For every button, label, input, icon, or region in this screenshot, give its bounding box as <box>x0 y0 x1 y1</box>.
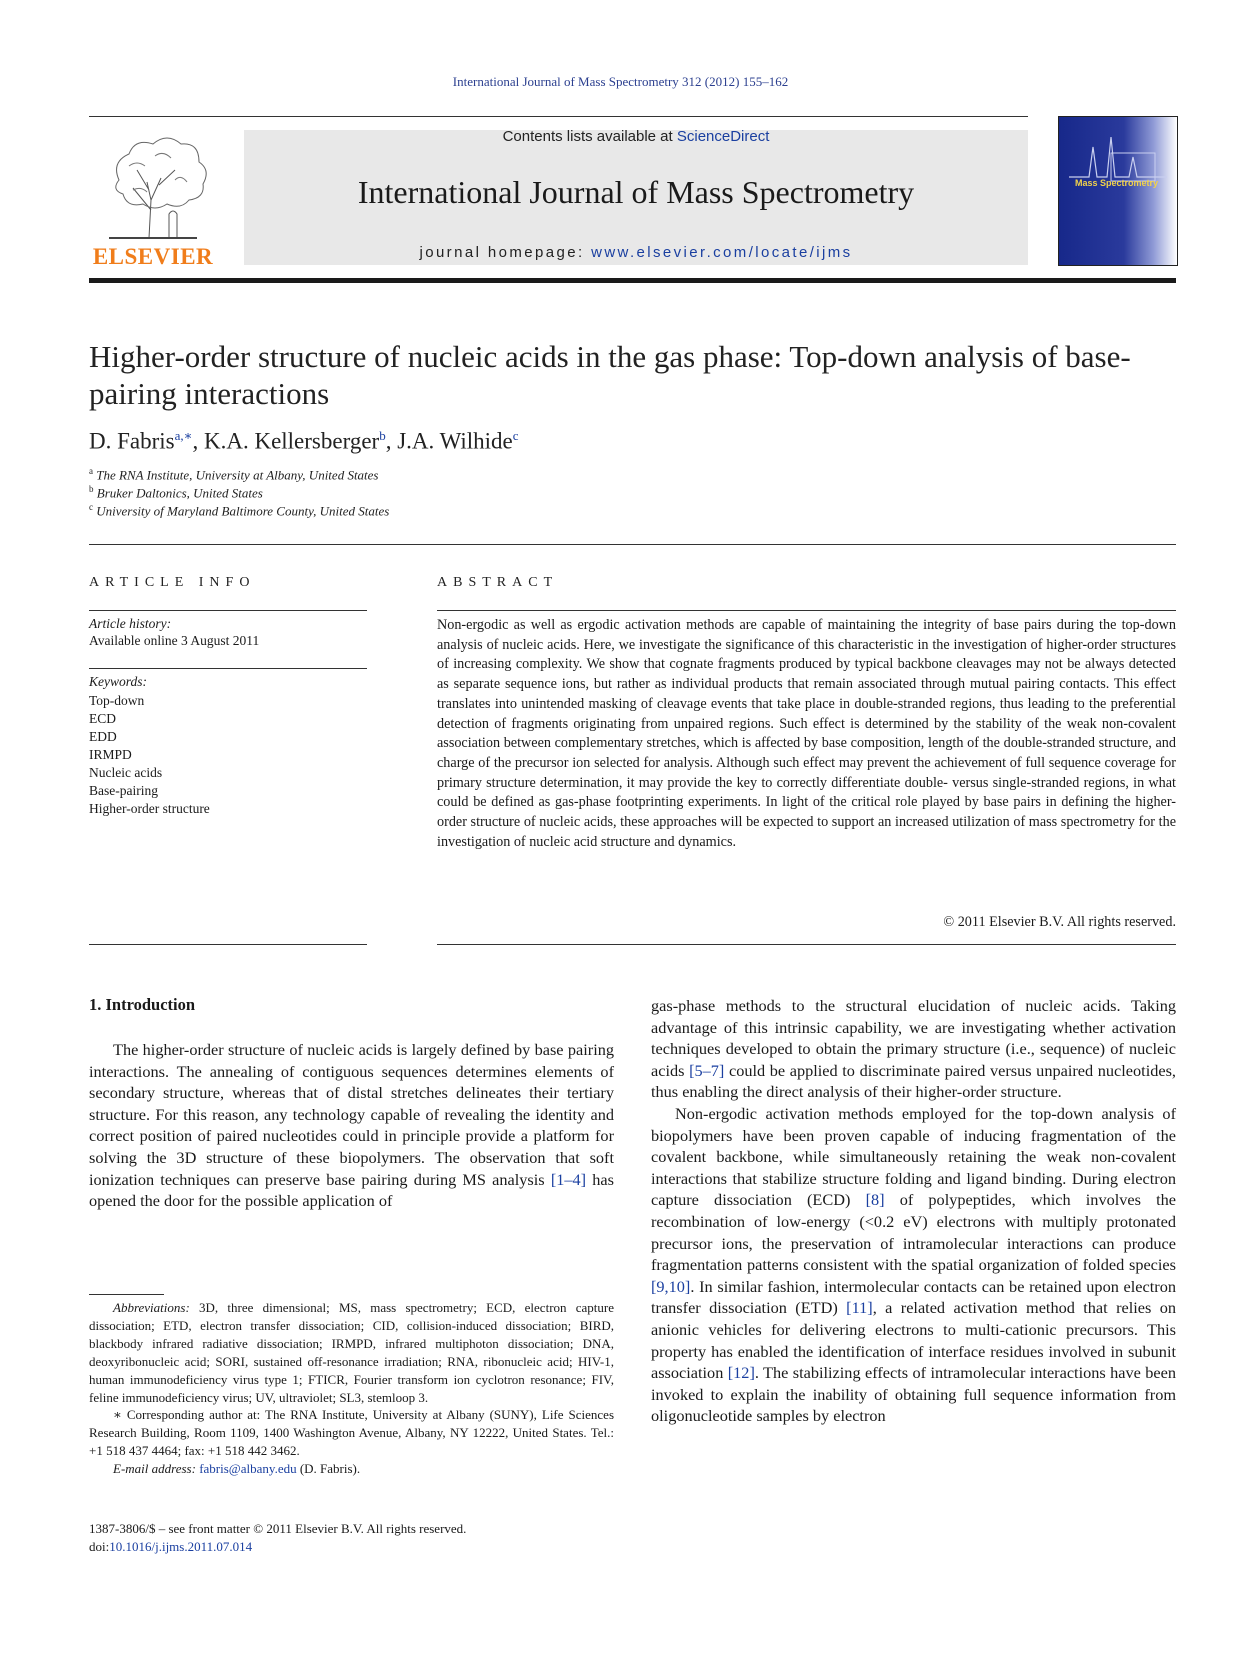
keywords-list <box>89 692 210 818</box>
affiliation-text: University of Maryland Baltimore County, United States <box>96 503 390 519</box>
elsevier-wordmark: ELSEVIER <box>92 244 214 269</box>
history-label: Article history: <box>89 616 172 631</box>
article-info-heading: ARTICLE INFO <box>89 575 256 590</box>
sciencedirect-link[interactable]: ScienceDirect <box>676 128 770 145</box>
cover-title: Mass Spectrometry <box>1075 178 1159 188</box>
email-link[interactable]: fabris@albany.edu <box>199 1461 297 1477</box>
article-info-rule <box>89 668 367 669</box>
history-value: Available online 3 August 2011 <box>89 633 260 648</box>
affiliation <box>89 466 379 483</box>
author-list: D. Fabris$^{a,∗}$, K.A. Kellersberger$^b$, J.A. Wilhide$^c$ <box>89 428 519 454</box>
citation-ref[interactable]: [11] <box>846 1298 873 1318</box>
body-column-left <box>89 1039 614 1212</box>
cover-spectrum-icon <box>1059 117 1177 265</box>
body-text: . In similar fashion, intermolecular contacts can be retained upon electron transfer dissociation (ETD) <box>651 1276 1176 1318</box>
citation-ref[interactable]: [5–7] <box>689 1060 725 1080</box>
doi-prefix: doi: <box>89 1538 110 1554</box>
article-title: Higher-order structure of nucleic acids in the gas phase: Top-down analysis of base-pairing interactions <box>89 339 1131 411</box>
homepage-line <box>244 244 1028 261</box>
header-rule <box>89 116 1028 117</box>
keyword: Top-down <box>89 693 145 708</box>
author-affiliation-marker[interactable]: b <box>379 428 386 443</box>
front-matter <box>89 1520 466 1555</box>
body-column-right <box>651 995 1176 1427</box>
citation-link[interactable]: International Journal of Mass Spectrometry 312 (2012) 155–162 <box>452 74 789 89</box>
journal-name: International Journal of Mass Spectrometry <box>357 174 915 210</box>
keyword: Base-pairing <box>89 783 158 798</box>
abstract-rule <box>437 944 1176 945</box>
abstract-heading: ABSTRACT <box>437 575 559 590</box>
affiliation-marker: a <box>89 466 93 476</box>
affiliation-marker: b <box>89 484 94 494</box>
affiliation-rule <box>89 544 1176 545</box>
body-text: gas-phase methods to the structural elucidation of nucleic acids. Taking advantage of this intrinsic capability, we are investigating whether activation techniques developed to obtain the primary structure (i.e., sequence) of nucleic acids <box>651 996 1176 1080</box>
body-paragraph <box>651 1103 1176 1427</box>
footnote-rule <box>89 1294 164 1295</box>
affiliation <box>89 502 389 519</box>
keyword: Higher-order structure <box>89 801 210 816</box>
citation-ref[interactable]: [9,10] <box>651 1276 691 1296</box>
abstract-copyright: © 2011 Elsevier B.V. All rights reserved. <box>943 914 1176 930</box>
citation-ref[interactable]: [8] <box>865 1190 885 1210</box>
contents-line <box>244 128 1028 145</box>
section-heading-introduction: 1. Introduction <box>89 995 196 1014</box>
body-text: , a related activation method that relies on anionic vehicles for delivering electrons to multi-cationic precursors. This property has enabled the identification of interface residues involved in subunit association <box>651 1298 1177 1383</box>
tree-logo-icon <box>89 130 217 242</box>
affiliation-text: Bruker Daltonics, United States <box>96 485 263 501</box>
affiliation-text: The RNA Institute, University at Albany, United States <box>96 467 379 483</box>
article-info-rule <box>89 944 367 945</box>
author-name: K.A. Kellersberger <box>203 428 380 454</box>
doi-line <box>89 1538 466 1556</box>
header-thick-rule <box>89 278 1176 283</box>
body-text: The higher-order structure of nucleic acids is largely defined by base pairing interactions. The annealing of contiguous sequences determines elements of secondary structure, whereas that of distal stretches delineates their tertiary structure. For this reason, any technology capable of revealing the identity and correct position of paired nucleotides could in principle provide a platform for solving the 3D structure of these biopolymers. The observation that soft ionization techniques can preserve base pairing during MS analysis <box>89 1040 614 1189</box>
body-paragraph <box>89 1039 614 1212</box>
abstract-rule <box>437 610 1176 611</box>
body-text: . The stabilizing effects of intramolecular interactions have been invoked to explain the inability of obtaining full sequence information from oligonucleotide samples by electron <box>651 1363 1176 1426</box>
email-footnote <box>89 1460 614 1478</box>
keyword: IRMPD <box>89 747 132 762</box>
body-text: of polypeptides, which involves the recombination of low-energy (<0.2 eV) electrons with multiply protonated precursor ions, the preservation of intramolecular interactions can produce fragmentation patterns consistent with the spatial organization of folded species <box>651 1190 1176 1275</box>
author-affiliation-marker[interactable]: c <box>512 428 519 443</box>
affiliation <box>89 484 263 501</box>
citation-ref[interactable]: [1–4] <box>550 1169 587 1189</box>
body-paragraph <box>651 995 1176 1103</box>
corresponding-author-footnote: ∗ Corresponding author at: The RNA Institute, University at Albany (SUNY), Life Sciences Research Building, Room 1109, 1400 Washington Avenue, Albany, NY 12222, United States. Tel.: +1 518 437 4464; fax: +1 518 442 3462. <box>89 1407 614 1459</box>
keyword: EDD <box>89 729 117 744</box>
keywords-label: Keywords: <box>89 674 147 689</box>
footnotes <box>89 1299 614 1478</box>
body-text: Non-ergodic activation methods employed for the top-down analysis of biopolymers have been proven capable of inducing fragmentation of the covalent backbone, while simultaneously retaining the weak non-covalent interactions that stabilize structure folding and ligand binding. During electron capture dissociation (ECD) <box>651 1103 1176 1210</box>
contents-prefix: Contents lists available at <box>502 128 677 145</box>
homepage-prefix: journal homepage: <box>419 244 592 261</box>
email-label: E-mail address: <box>113 1461 196 1477</box>
author-name: J.A. Wilhide <box>397 428 513 454</box>
article-info-rule <box>89 610 367 611</box>
issn-line: 1387-3806/$ – see front matter © 2011 Elsevier B.V. All rights reserved. <box>89 1521 467 1536</box>
affiliation-marker: c <box>89 502 93 512</box>
journal-citation[interactable] <box>0 74 1241 90</box>
abbreviations-text: 3D, three dimensional; MS, mass spectrometry; ECD, electron capture dissociation; ETD, electron transfer dissociation; CID, collision-induced dissociation; BIRD, blackbody infrared radiative dissociation; IRMPD, infrared multiphoton dissociation; DNA, deoxyribonucleic acid; SORI, sustained off-resonance irradiation; RNA, ribonucleic acid; HIV-1, human immunodeficiency virus type 1; FTICR, Fourier transform ion cyclotron resonance; FIV, feline immunodeficiency virus; UV, ultraviolet; SL3, stemloop 3. <box>89 1300 614 1405</box>
email-suffix: (D. Fabris). <box>296 1461 361 1477</box>
citation-ref[interactable]: [12] <box>727 1363 755 1383</box>
author-affiliation-marker[interactable]: a,∗ <box>174 428 193 443</box>
author-name: D. Fabris <box>89 428 175 454</box>
abbreviations-label: Abbreviations: <box>113 1300 190 1315</box>
homepage-link[interactable]: www.elsevier.com/locate/ijms <box>591 244 853 261</box>
keyword: ECD <box>89 711 116 726</box>
keyword: Nucleic acids <box>89 765 163 780</box>
body-text: could be applied to discriminate paired versus unpaired nucleotides, thus enabling the direct analysis of their higher-order structure. <box>651 1060 1176 1102</box>
abbreviations-footnote <box>89 1299 614 1406</box>
journal-cover[interactable] <box>1058 116 1178 266</box>
body-text: has opened the door for the possible application of <box>89 1169 614 1211</box>
abstract-text: Non-ergodic as well as ergodic activation methods are capable of maintaining the integrity of base pairs during the top-down analysis of nucleic acids. Here, we investigate the significance of this characteristic in the investigation of higher-order structures of increasing complexity. We show that cognate fragments produced by typical backbone cleavages may not be always detected as separate sequence ions, but rather as individual products that remain associated through mutual pairing contacts. This effect translates into unintended masking of cleavage events that take place in double-stranded regions, thus leading to the preferential detection of fragments originating from unpaired regions. Such effect is determined by the stability of the weak non-covalent association between complementary stretches, which is affected by base composition, length of the double-stranded structure, and charge of the precursor ion selected for analysis. Although such effect may prevent the achievement of full sequence coverage for primary structure determination, it may provide the key to correctly differentiate double- versus single-stranded regions, in what could be defined as gas-phase footprinting experiments. In light of the critical role played by base pairs in defining the higher-order structure of nucleic acids, these approaches will be expected to support an increased utilization of mass spectrometry for the investigation of nucleic acid structure and dynamics. <box>437 617 1176 850</box>
doi-link[interactable]: 10.1016/j.ijms.2011.07.014 <box>109 1538 253 1554</box>
